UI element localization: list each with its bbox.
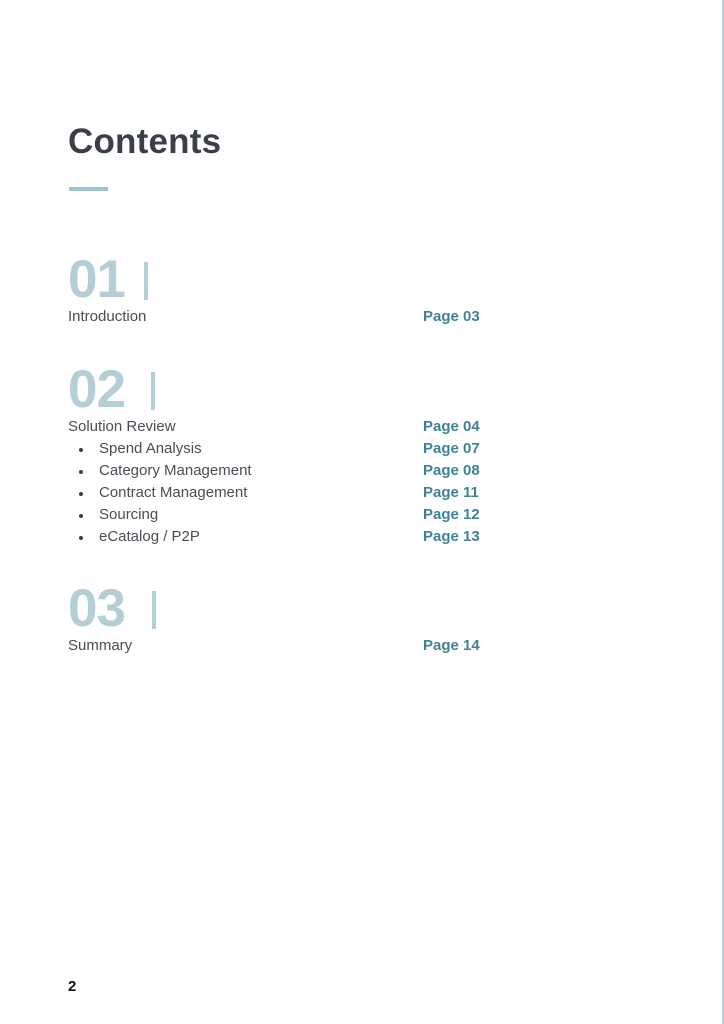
section-number-divider bbox=[151, 372, 155, 410]
toc-subentry-page[interactable]: Page 11 bbox=[423, 484, 479, 501]
section-number-divider bbox=[144, 262, 148, 300]
toc-subentry-label: Category Management bbox=[99, 462, 252, 479]
bullet-icon bbox=[79, 536, 83, 540]
page-title: Contents bbox=[68, 122, 222, 161]
section-number: 03 bbox=[68, 579, 125, 638]
toc-section-02 bbox=[68, 360, 588, 548]
toc-subentry[interactable] bbox=[68, 526, 588, 548]
toc-subentry[interactable] bbox=[68, 482, 588, 504]
bullet-icon bbox=[79, 492, 83, 496]
toc-subentry-label: eCatalog / P2P bbox=[99, 528, 200, 545]
toc-entry[interactable] bbox=[68, 416, 588, 438]
bullet-icon bbox=[79, 470, 83, 474]
toc-subentry[interactable] bbox=[68, 504, 588, 526]
toc-entry-page[interactable]: Page 04 bbox=[423, 418, 480, 435]
section-number-block bbox=[68, 250, 588, 309]
section-number-block bbox=[68, 579, 588, 638]
toc-entry-label: Solution Review bbox=[68, 418, 176, 435]
section-number-block bbox=[68, 360, 588, 419]
page-number: 2 bbox=[68, 978, 77, 995]
toc-subentry-page[interactable]: Page 12 bbox=[423, 506, 480, 523]
toc-subentry-label: Sourcing bbox=[99, 506, 159, 523]
toc-subentry-label: Contract Management bbox=[99, 484, 248, 501]
toc-entry-label: Introduction bbox=[68, 308, 147, 325]
bullet-icon bbox=[79, 514, 83, 518]
toc-entry-label: Summary bbox=[68, 637, 133, 654]
toc-subentry-page[interactable]: Page 08 bbox=[423, 462, 480, 479]
toc-subentry-page[interactable]: Page 13 bbox=[423, 528, 480, 545]
toc-entry-page[interactable]: Page 14 bbox=[423, 637, 480, 654]
toc-section-03 bbox=[68, 579, 588, 657]
toc-subentry-label: Spend Analysis bbox=[99, 440, 202, 457]
toc-subentry-page[interactable]: Page 07 bbox=[423, 440, 480, 457]
bullet-icon bbox=[79, 448, 83, 452]
toc-section-01 bbox=[68, 250, 588, 328]
toc-entry[interactable] bbox=[68, 635, 588, 657]
toc-subentry[interactable] bbox=[68, 460, 588, 482]
toc-subentry[interactable] bbox=[68, 438, 588, 460]
section-number-divider bbox=[152, 591, 156, 629]
section-number: 01 bbox=[68, 250, 125, 309]
section-number: 02 bbox=[68, 360, 125, 419]
toc-entry[interactable] bbox=[68, 306, 588, 328]
toc-entry-page[interactable]: Page 03 bbox=[423, 308, 480, 325]
title-underline bbox=[69, 187, 108, 191]
